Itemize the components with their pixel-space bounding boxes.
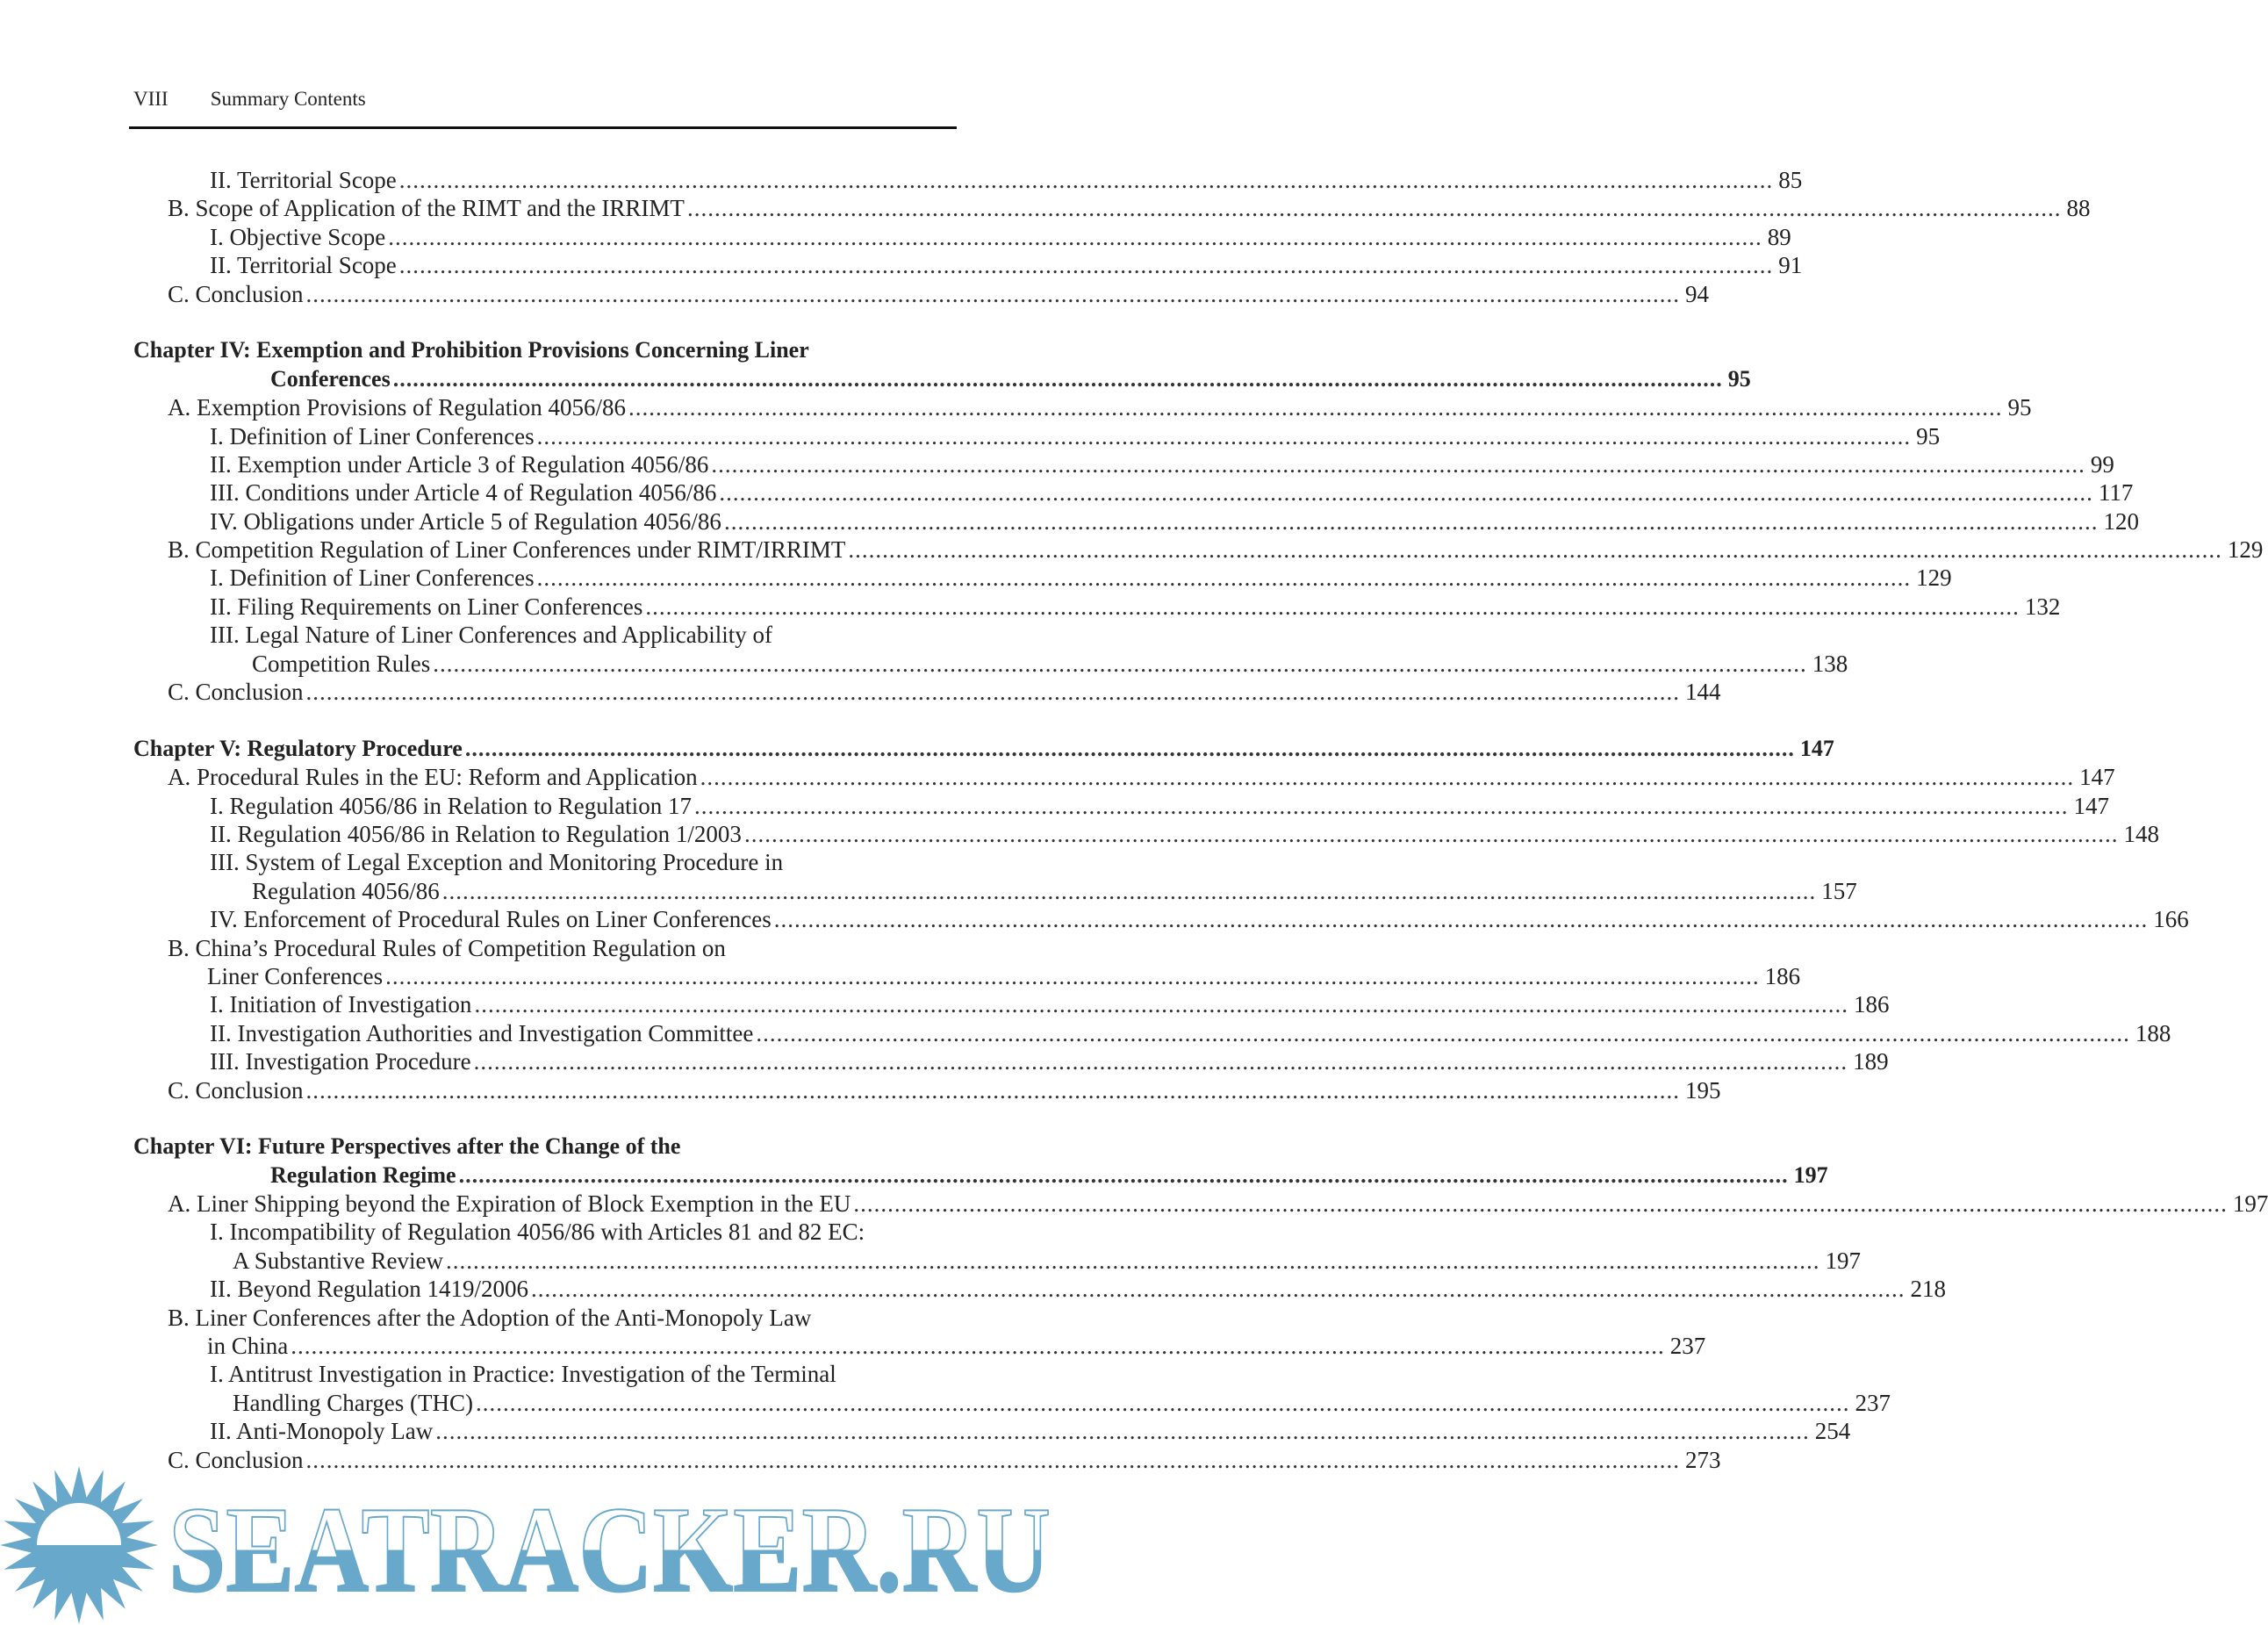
blank-line xyxy=(0,706,1072,734)
dot-leader xyxy=(306,280,1681,308)
dot-leader xyxy=(446,1247,1820,1275)
entry-title: Regulation 4056/86 xyxy=(252,877,442,905)
toc-entry xyxy=(0,848,953,876)
toc-entry xyxy=(0,792,2109,820)
entry-title: in China xyxy=(207,1332,291,1360)
toc-entry xyxy=(0,450,2114,478)
entry-title: II. Exemption under Article 3 of Regulation 4056/86 xyxy=(210,450,711,478)
entry-title: Chapter VI: Future Perspectives after the Change of the xyxy=(133,1132,683,1161)
toc-entry xyxy=(0,251,1803,279)
entry-title: Handling Charges (THC) xyxy=(233,1389,476,1417)
toc-entry xyxy=(0,223,1791,251)
toc-entry xyxy=(0,1389,1891,1417)
dot-leader xyxy=(385,962,1760,990)
toc-entry xyxy=(0,905,2189,933)
entry-title: A. Liner Shipping beyond the Expiration of Block Exemption in the EU xyxy=(168,1190,853,1218)
entry-title: II. Beyond Regulation 1419/2006 xyxy=(210,1275,531,1303)
dot-leader xyxy=(465,735,1795,763)
entry-page-number: 189 xyxy=(1853,1048,1889,1075)
entry-page-number: 197 xyxy=(2232,1190,2268,1218)
toc-entry xyxy=(0,393,2032,421)
entry-page-number: 88 xyxy=(2066,195,2091,222)
entry-page-number: 273 xyxy=(1685,1446,1721,1473)
entry-title: IV. Enforcement of Procedural Rules on Liner Conferences xyxy=(210,905,774,933)
dot-leader xyxy=(476,1389,1850,1417)
entry-title: B. Competition Regulation of Liner Conferences under RIMT/IRRIMT xyxy=(168,536,848,564)
entry-page-number: 91 xyxy=(1778,252,1803,279)
entry-title: I. Incompatibility of Regulation 4056/86 with Articles 81 and 82 EC: xyxy=(210,1218,867,1246)
dot-leader xyxy=(711,450,2085,478)
entry-title: II. Filing Requirements on Liner Conferences xyxy=(210,593,645,621)
dot-leader xyxy=(459,1161,1789,1190)
entry-title: C. Conclusion xyxy=(168,678,306,706)
toc-entry xyxy=(0,990,1890,1018)
entry-title: II. Anti-Monopoly Law xyxy=(210,1417,435,1445)
chapter-entry xyxy=(0,1161,1828,1190)
dot-leader xyxy=(399,251,1774,279)
entry-title: A. Procedural Rules in the EU: Reform and Application xyxy=(168,763,700,791)
blank-line xyxy=(0,308,1072,336)
dot-leader xyxy=(306,678,1681,706)
dot-leader xyxy=(853,1190,2228,1218)
header-rule xyxy=(129,126,957,129)
entry-title: I. Initiation of Investigation xyxy=(210,990,474,1018)
dot-leader xyxy=(435,1417,1810,1445)
entry-title: Competition Rules xyxy=(252,650,433,678)
entry-page-number: 147 xyxy=(2073,792,2109,819)
dot-leader xyxy=(442,877,1817,905)
entry-page-number: 120 xyxy=(2103,507,2139,535)
entry-page-number: 195 xyxy=(1685,1076,1721,1104)
entry-title: B. Scope of Application of the RIMT and the IRRIMT xyxy=(168,194,687,222)
toc-entry xyxy=(0,1247,1861,1275)
entry-page-number: 95 xyxy=(1727,365,1751,392)
dot-leader xyxy=(291,1332,1665,1360)
entry-page-number: 148 xyxy=(2123,820,2159,847)
toc-entry xyxy=(0,536,2264,564)
toc-entry xyxy=(0,166,1803,194)
dot-leader xyxy=(724,507,2099,536)
toc-entry xyxy=(0,678,1721,706)
entry-title: III. Conditions under Article 4 of Regulation 4056/86 xyxy=(210,478,719,507)
dot-leader xyxy=(645,593,2020,621)
toc-entry xyxy=(0,1275,1946,1303)
toc-entry xyxy=(0,650,1848,678)
dot-leader xyxy=(306,1446,1681,1474)
entry-page-number: 147 xyxy=(2079,764,2115,791)
table-of-contents xyxy=(0,166,2268,1474)
entry-page-number: 95 xyxy=(2007,394,2032,421)
dot-leader xyxy=(388,223,1762,251)
chapter-entry xyxy=(0,1132,953,1161)
toc-entry xyxy=(0,820,2159,848)
toc-entry xyxy=(0,194,2091,222)
dot-leader xyxy=(719,478,2093,507)
entry-title: I. Definition of Liner Conferences xyxy=(210,422,537,450)
toc-entry xyxy=(0,934,953,962)
watermark-text: SEATRACKER.RU xyxy=(169,1482,1051,1618)
toc-entry xyxy=(0,1218,953,1246)
dot-leader xyxy=(628,393,2003,421)
entry-page-number: 254 xyxy=(1814,1418,1851,1445)
dot-leader xyxy=(687,194,2062,222)
toc-entry xyxy=(0,763,2115,791)
toc-entry xyxy=(0,1332,1706,1360)
entry-title: Chapter IV: Exemption and Prohibition Provisions Concerning Liner xyxy=(133,336,812,364)
toc-entry xyxy=(0,507,2139,536)
dot-leader xyxy=(537,422,1912,450)
entry-page-number: 166 xyxy=(2153,906,2189,933)
toc-entry xyxy=(0,478,2134,507)
entry-title: Liner Conferences xyxy=(207,962,385,990)
entry-title: III. Investigation Procedure xyxy=(210,1047,474,1075)
toc-entry xyxy=(0,1304,953,1332)
entry-title: Conferences xyxy=(270,365,393,393)
toc-entry xyxy=(0,1047,1889,1075)
entry-title: C. Conclusion xyxy=(168,280,306,308)
dot-leader xyxy=(744,820,2119,848)
toc-entry xyxy=(0,1019,2171,1047)
toc-entry xyxy=(0,280,1710,308)
dot-leader xyxy=(848,536,2222,564)
toc-entry xyxy=(0,1076,1721,1104)
entry-page-number: 197 xyxy=(1825,1247,1861,1274)
entry-title: Chapter V: Regulatory Procedure xyxy=(133,735,465,763)
watermark-logo xyxy=(0,1475,1072,1625)
toc-entry xyxy=(0,593,2061,621)
entry-page-number: 188 xyxy=(2135,1019,2171,1046)
entry-page-number: 129 xyxy=(1916,564,1952,592)
dot-leader xyxy=(537,564,1912,592)
entry-page-number: 94 xyxy=(1685,280,1710,307)
entry-title: III. Legal Nature of Liner Conferences and Applicability of xyxy=(210,621,775,649)
entry-page-number: 85 xyxy=(1778,167,1803,193)
entry-page-number: 132 xyxy=(2024,593,2061,620)
entry-title: A. Exemption Provisions of Regulation 4056/86 xyxy=(168,393,628,421)
entry-page-number: 117 xyxy=(2098,479,2134,507)
toc-entry xyxy=(0,1417,1851,1445)
toc-entry xyxy=(0,422,1941,450)
dot-leader xyxy=(700,763,2075,791)
entry-page-number: 89 xyxy=(1767,223,1791,250)
entry-title: Regulation Regime xyxy=(270,1161,459,1190)
entry-page-number: 197 xyxy=(1793,1161,1828,1188)
toc-entry xyxy=(0,1446,1721,1474)
chapter-entry xyxy=(0,365,1751,393)
toc-entry xyxy=(0,621,953,649)
entry-title: I. Objective Scope xyxy=(210,223,388,251)
dot-leader xyxy=(399,166,1774,194)
toc-entry xyxy=(0,877,1857,905)
entry-title: III. System of Legal Exception and Monitoring Procedure in xyxy=(210,848,786,876)
entry-page-number: 95 xyxy=(1916,422,1941,449)
entry-page-number: 186 xyxy=(1853,991,1890,1018)
entry-title: II. Territorial Scope xyxy=(210,251,399,279)
entry-page-number: 237 xyxy=(1855,1389,1891,1416)
entry-title: C. Conclusion xyxy=(168,1446,306,1474)
entry-title: I. Antitrust Investigation in Practice: Investigation of the Terminal xyxy=(210,1360,839,1388)
toc-entry xyxy=(0,1190,2268,1218)
entry-title: I. Regulation 4056/86 in Relation to Regulation 17 xyxy=(210,792,694,820)
entry-title: II. Territorial Scope xyxy=(210,166,399,194)
entry-title: B. China’s Procedural Rules of Competition Regulation on xyxy=(168,934,728,962)
dot-leader xyxy=(474,1047,1848,1075)
page-number: VIII xyxy=(133,88,169,110)
dot-leader xyxy=(531,1275,1906,1303)
toc-entry xyxy=(0,564,1952,592)
entry-title: C. Conclusion xyxy=(168,1076,306,1104)
dot-leader xyxy=(306,1076,1681,1104)
entry-title: B. Liner Conferences after the Adoption of the Anti-Monopoly Law xyxy=(168,1304,814,1332)
dot-leader xyxy=(756,1019,2130,1047)
chapter-entry xyxy=(0,735,1834,763)
entry-title: I. Definition of Liner Conferences xyxy=(210,564,537,592)
entry-page-number: 138 xyxy=(1812,650,1848,677)
entry-page-number: 129 xyxy=(2227,536,2264,564)
entry-page-number: 218 xyxy=(1910,1276,1946,1303)
running-title: Summary Contents xyxy=(210,88,366,110)
entry-page-number: 157 xyxy=(1821,877,1857,904)
blank-line xyxy=(0,1104,1072,1132)
running-header xyxy=(133,88,366,111)
dot-leader xyxy=(694,792,2069,820)
toc-entry xyxy=(0,1360,953,1388)
entry-title: A Substantive Review xyxy=(233,1247,446,1275)
entry-page-number: 144 xyxy=(1685,679,1721,706)
entry-title: II. Regulation 4056/86 in Relation to Regulation 1/2003 xyxy=(210,820,744,848)
toc-entry xyxy=(0,962,1801,990)
entry-page-number: 99 xyxy=(2090,450,2114,478)
dot-leader xyxy=(474,990,1848,1018)
dot-leader xyxy=(393,365,1723,393)
entry-page-number: 186 xyxy=(1764,962,1801,989)
entry-page-number: 147 xyxy=(1799,735,1834,761)
entry-page-number: 237 xyxy=(1669,1333,1706,1360)
entry-title: IV. Obligations under Article 5 of Regulation 4056/86 xyxy=(210,507,724,536)
entry-title: II. Investigation Authorities and Investigation Committee xyxy=(210,1019,756,1047)
dot-leader xyxy=(433,650,1807,678)
dot-leader xyxy=(774,905,2149,933)
chapter-entry xyxy=(0,336,953,364)
sun-icon xyxy=(0,1466,158,1624)
